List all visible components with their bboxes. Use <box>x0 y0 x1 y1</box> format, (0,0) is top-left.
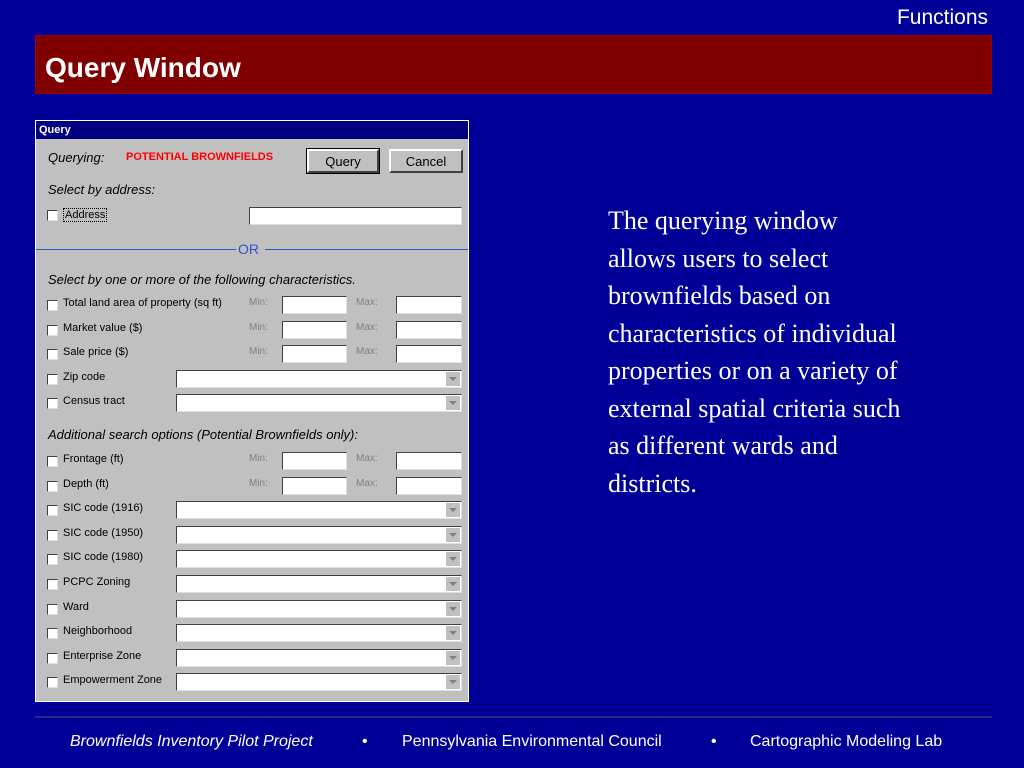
sic-code-1950-label: SIC code (1950) <box>63 526 144 539</box>
zip-code-checkbox[interactable] <box>47 374 58 385</box>
footer-lab: Cartographic Modeling Lab <box>750 733 943 750</box>
market-value-min-input[interactable] <box>282 321 347 339</box>
sic-code-1980-label: SIC code (1980) <box>63 551 144 564</box>
total-land-area-of-property-sq-ft-checkbox[interactable] <box>47 300 58 311</box>
sale-price-checkbox[interactable] <box>47 349 58 360</box>
chevron-down-icon[interactable] <box>445 626 460 640</box>
empowerment-zone-dropdown[interactable] <box>176 673 462 691</box>
sic-code-1980-dropdown[interactable] <box>176 550 462 568</box>
address-label: Address <box>65 209 106 221</box>
sale-price-label: Sale price ($) <box>63 346 129 358</box>
sic-code-1916-dropdown[interactable] <box>176 501 462 519</box>
enterprise-zone-label: Enterprise Zone <box>63 649 142 662</box>
title-bar <box>35 35 992 94</box>
depth-ft-max-label: Max: <box>356 477 378 489</box>
market-value-max-label: Max: <box>356 321 378 333</box>
market-value-checkbox[interactable] <box>47 325 58 336</box>
ward-label: Ward <box>63 600 89 613</box>
footer-divider <box>35 716 992 718</box>
market-value-min-label: Min: <box>249 321 268 333</box>
chevron-down-icon[interactable] <box>445 372 460 386</box>
section-label: Functions <box>896 6 988 29</box>
neighborhood-label: Neighborhood <box>63 625 133 638</box>
zip-code-label: Zip code <box>63 370 106 383</box>
footer-project: Brownfields Inventory Pilot Project <box>70 733 313 750</box>
frontage-ft-min-input[interactable] <box>282 452 347 470</box>
neighborhood-checkbox[interactable] <box>47 628 58 639</box>
characteristics-heading: Select by one or more of the following characteristics. <box>48 272 356 287</box>
total-land-area-of-property-sq-ft-max-input[interactable] <box>396 296 462 314</box>
chevron-down-icon[interactable] <box>445 602 460 616</box>
total-land-area-of-property-sq-ft-label: Total land area of property (sq ft) <box>63 297 222 309</box>
enterprise-zone-dropdown[interactable] <box>176 649 462 667</box>
querying-value: POTENTIAL BROWNFIELDS <box>126 151 274 163</box>
census-tract-label: Census tract <box>63 395 125 407</box>
frontage-ft-max-input[interactable] <box>396 452 462 470</box>
querying-label: Querying: <box>48 150 105 165</box>
address-checkbox[interactable] <box>47 210 58 221</box>
chevron-down-icon[interactable] <box>445 675 460 689</box>
chevron-down-icon[interactable] <box>445 528 460 542</box>
additional-options-heading: Additional search options (Potential Brownfields only): <box>48 427 359 442</box>
or-label: OR <box>238 241 259 257</box>
empowerment-zone-checkbox[interactable] <box>47 677 58 688</box>
depth-ft-max-input[interactable] <box>396 477 462 495</box>
total-land-area-of-property-sq-ft-min-label: Min: <box>249 297 268 308</box>
enterprise-zone-checkbox[interactable] <box>47 653 58 664</box>
neighborhood-dropdown[interactable] <box>176 624 462 642</box>
ward-dropdown[interactable] <box>176 600 462 618</box>
or-divider-left <box>36 249 236 250</box>
dialog-titlebar: Query <box>36 121 468 139</box>
description-text: The querying window allows users to select brownfields based on characteristics of individual properties or on a variety of external spatial criteria such as different wards and districts. <box>608 206 901 498</box>
census-tract-dropdown[interactable] <box>176 394 462 412</box>
chevron-down-icon[interactable] <box>445 552 460 566</box>
frontage-ft-max-label: Max: <box>356 453 378 464</box>
sic-code-1950-dropdown[interactable] <box>176 526 462 544</box>
chevron-down-icon[interactable] <box>445 577 460 591</box>
frontage-ft-checkbox[interactable] <box>47 456 58 467</box>
footer-bullet-2: • <box>711 733 717 750</box>
pcpc-zoning-label: PCPC Zoning <box>63 576 131 588</box>
depth-ft-checkbox[interactable] <box>47 481 58 492</box>
sale-price-max-input[interactable] <box>396 345 462 363</box>
sic-code-1980-checkbox[interactable] <box>47 554 58 565</box>
chevron-down-icon[interactable] <box>445 651 460 665</box>
cancel-button[interactable]: Cancel <box>389 149 463 173</box>
empowerment-zone-label: Empowerment Zone <box>63 674 163 687</box>
query-dialog <box>35 120 469 702</box>
footer-bullet-1: • <box>362 733 368 750</box>
ward-checkbox[interactable] <box>47 604 58 615</box>
sic-code-1950-checkbox[interactable] <box>47 530 58 541</box>
depth-ft-label: Depth (ft) <box>63 477 109 490</box>
chevron-down-icon[interactable] <box>445 503 460 517</box>
pcpc-zoning-dropdown[interactable] <box>176 575 462 593</box>
select-by-address-heading: Select by address: <box>48 182 155 197</box>
market-value-label: Market value ($) <box>63 321 143 334</box>
depth-ft-min-label: Min: <box>249 477 268 489</box>
sic-code-1916-label: SIC code (1916) <box>63 502 144 515</box>
zip-code-dropdown[interactable] <box>176 370 462 388</box>
total-land-area-of-property-sq-ft-max-label: Max: <box>356 297 378 308</box>
sic-code-1916-checkbox[interactable] <box>47 505 58 516</box>
slide-title: Query Window <box>45 52 241 83</box>
depth-ft-min-input[interactable] <box>282 477 347 495</box>
frontage-ft-min-label: Min: <box>249 453 268 464</box>
sale-price-min-label: Min: <box>249 346 268 357</box>
market-value-max-input[interactable] <box>396 321 462 339</box>
chevron-down-icon[interactable] <box>445 396 460 410</box>
frontage-ft-label: Frontage (ft) <box>63 453 124 465</box>
query-button[interactable]: Query <box>307 149 379 173</box>
pcpc-zoning-checkbox[interactable] <box>47 579 58 590</box>
sale-price-max-label: Max: <box>356 346 378 357</box>
total-land-area-of-property-sq-ft-min-input[interactable] <box>282 296 347 314</box>
footer-council: Pennsylvania Environmental Council <box>402 733 662 750</box>
or-divider-right <box>265 249 469 250</box>
address-input[interactable] <box>249 207 462 225</box>
sale-price-min-input[interactable] <box>282 345 347 363</box>
census-tract-checkbox[interactable] <box>47 398 58 409</box>
